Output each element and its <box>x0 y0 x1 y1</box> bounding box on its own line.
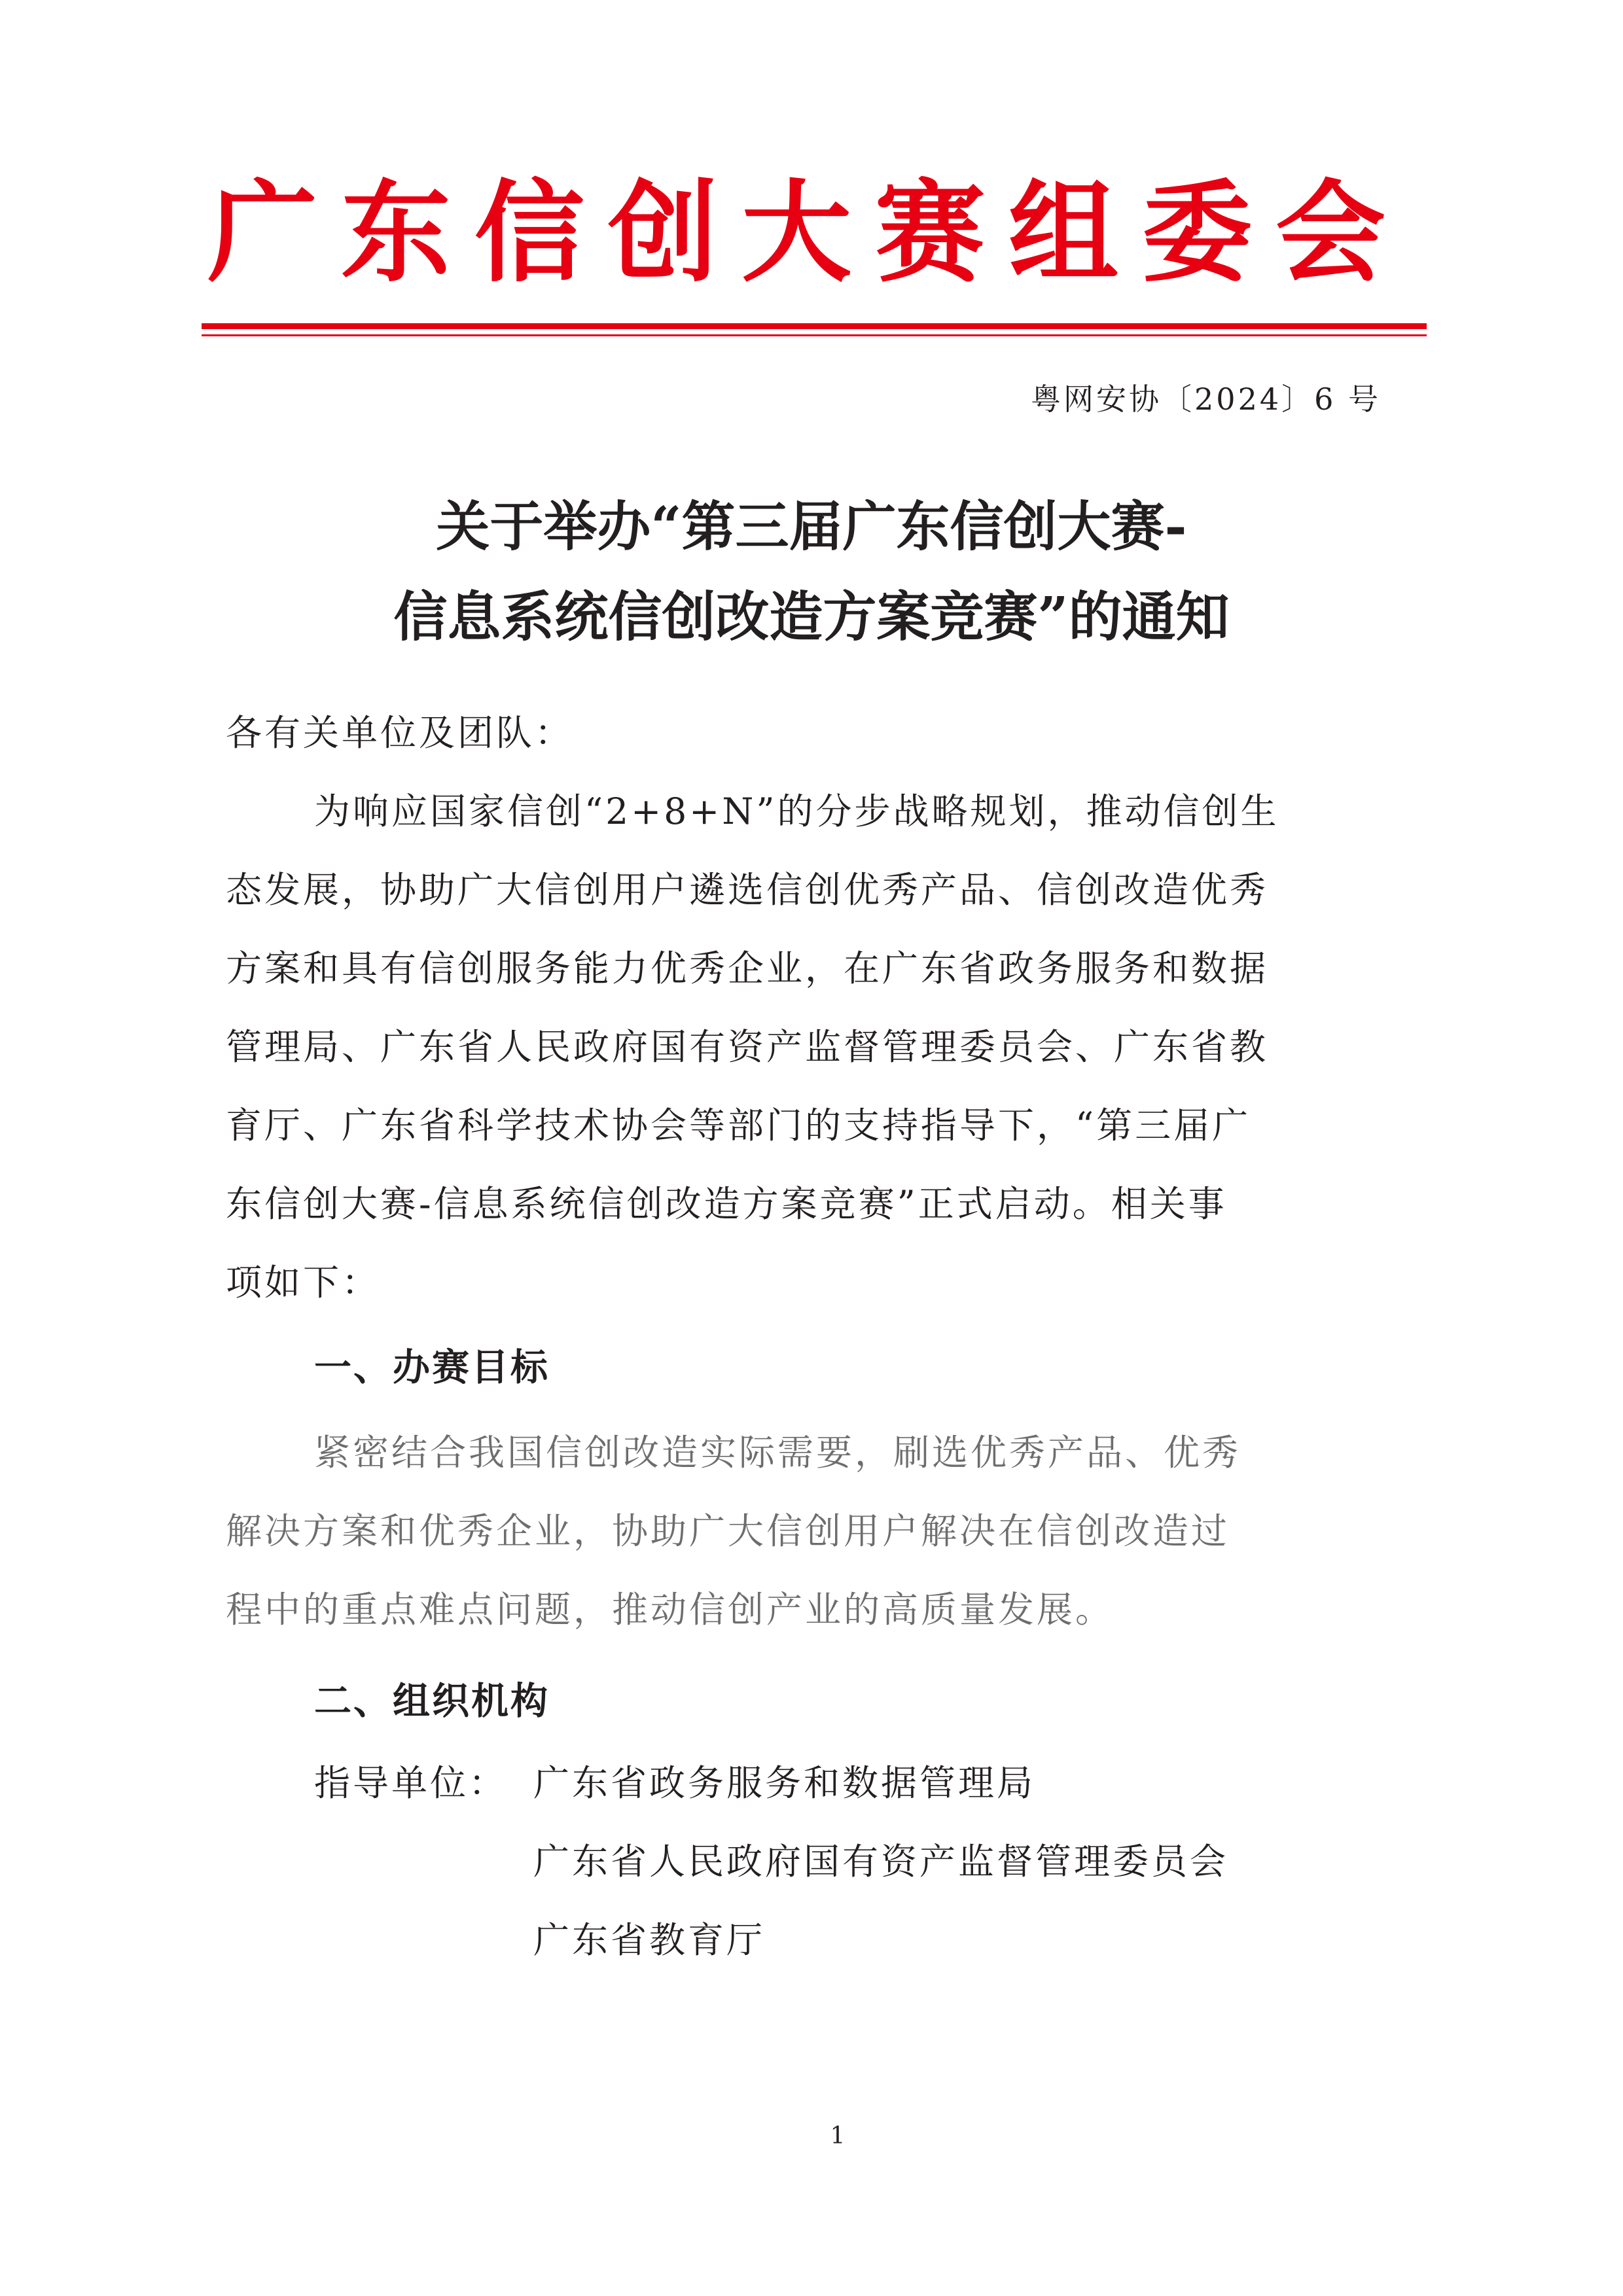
masthead-rule-thin <box>202 334 1427 336</box>
guiding-unit: 广东省政务服务和数据管理局 <box>533 1762 1036 1804</box>
paragraph-line: 育厅、广东省科学技术协会等部门的支持指导下，“第三届广 <box>226 1104 1251 1146</box>
paragraph-line: 解决方案和优秀企业，协助广大信创用户解决在信创改造过 <box>226 1510 1230 1552</box>
title-line-1: 关于举办“第三届广东信创大赛- <box>436 495 1187 558</box>
paragraph-line: 方案和具有信创服务能力优秀企业，在广东省政务服务和数据 <box>226 947 1269 989</box>
document-number: 粤网安协〔2024〕6 号 <box>1031 381 1381 417</box>
paragraph-line: 项如下： <box>226 1262 381 1303</box>
guiding-units-label: 指导单位： <box>314 1762 508 1804</box>
paragraph-line: 管理局、广东省人民政府国有资产监督管理委员会、广东省教 <box>226 1026 1269 1068</box>
title-line-2: 信息系统信创改造方案竞赛”的通知 <box>393 586 1230 648</box>
section-heading-goals: 一、办赛目标 <box>314 1346 550 1389</box>
paragraph-line: 为响应国家信创“2+8+N”的分步战略规划，推动信创生 <box>314 790 1279 832</box>
guiding-unit: 广东省教育厅 <box>533 1919 766 1961</box>
salutation: 各有关单位及团队： <box>226 712 574 754</box>
guiding-unit: 广东省人民政府国有资产监督管理委员会 <box>533 1841 1229 1882</box>
paragraph-line: 东信创大赛-信息系统信创改造方案竞赛”正式启动。相关事 <box>226 1183 1227 1225</box>
masthead-organization: 广东信创大赛组委会 <box>207 168 1409 297</box>
paragraph-line: 态发展，协助广大信创用户遴选信创优秀产品、信创改造优秀 <box>226 869 1269 911</box>
section-heading-organization: 二、组织机构 <box>314 1680 550 1723</box>
paragraph-line: 程中的重点难点问题，推动信创产业的高质量发展。 <box>226 1589 1115 1631</box>
masthead-rule-thick <box>202 323 1427 329</box>
page-number: 1 <box>830 2123 846 2149</box>
paragraph-line: 紧密结合我国信创改造实际需要，刷选优秀产品、优秀 <box>314 1432 1241 1474</box>
